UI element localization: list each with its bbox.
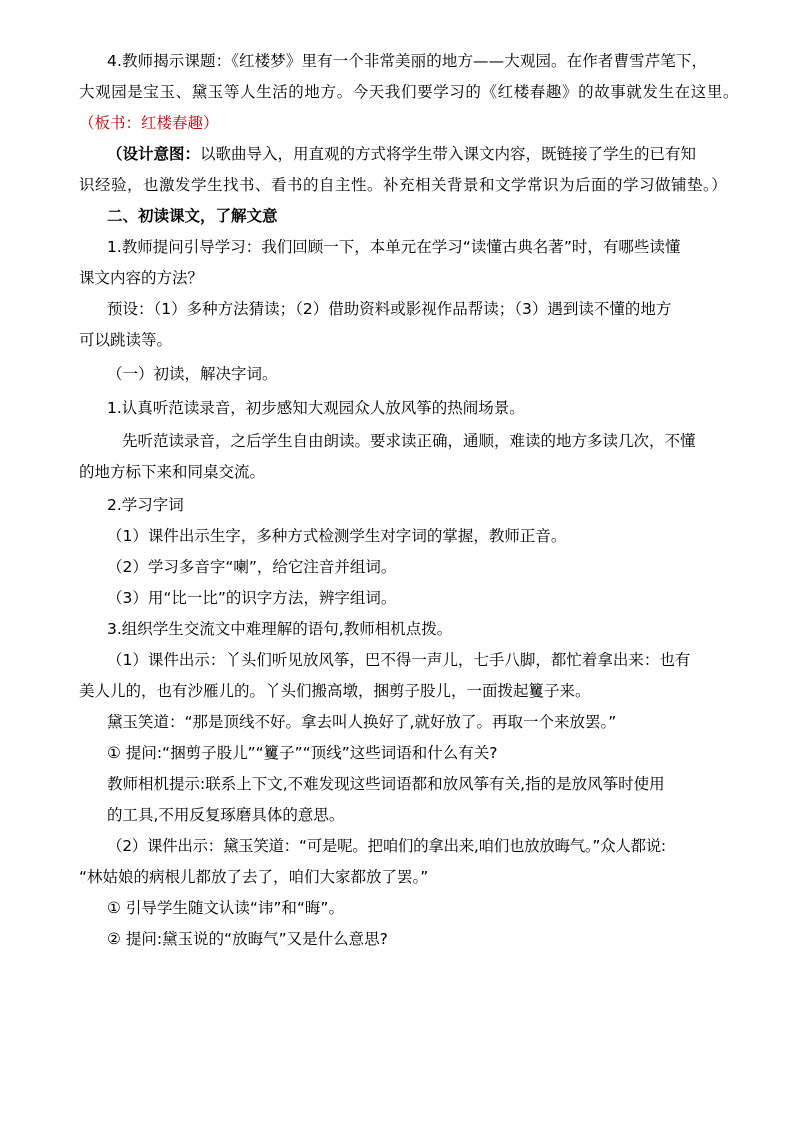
paragraph-line: 先听范读录音，之后学生自由朗读。要求读正确，通顺，难读的地方多读几次，不懂 <box>122 432 696 450</box>
paragraph-line: 大观园是宝玉、黛玉等人生活的地方。今天我们要学习的《红楼春趣》的故事就发生在这里。 <box>79 83 740 101</box>
paragraph-line: “林姑娘的病根儿都放了去了，咱们大家都放了罢。” <box>79 868 429 886</box>
paragraph-line: 识经验，也激发学生找书、看书的自主性。补充相关背景和文学常识为后面的学习做铺垫。） <box>79 176 728 194</box>
design-intent-label: （设计意图： <box>107 145 201 163</box>
paragraph-line: 黛玉笑道：“那是顶线不好。拿去叫人换好了,就好放了。再取一个来放罢。” <box>107 713 617 731</box>
paragraph-line: 4.教师揭示课题：《红楼梦》里有一个非常美丽的地方——大观园。在作者曹雪芹笔下， <box>107 52 708 70</box>
list-item: （3）用“比一比”的识字方法，辨字组词。 <box>107 589 397 607</box>
paragraph-line: 的工具,不用反复琢磨具体的意思。 <box>107 806 345 824</box>
paragraph-line: 美人儿的，也有沙雁儿的。丫头们搬高墩，捆剪子股儿，一面拨起籰子来。 <box>79 682 591 700</box>
paragraph-line: 课文内容的方法？ <box>79 269 204 287</box>
subsection-heading: （一）初读，解决字词。 <box>107 365 278 383</box>
paragraph-line: 预设：（1）多种方法猜读；（2）借助资料或影视作品帮读；（3）遇到读不懂的地方 <box>107 300 672 318</box>
paragraph-line: 的地方标下来和同桌交流。 <box>79 463 266 481</box>
list-item: ① 引导学生随文认读“讳”和“晦”。 <box>107 899 344 917</box>
section-heading: 二、初读课文，了解文意 <box>107 207 278 225</box>
paragraph-line: ① 提问:“捆剪子股儿”“籰子”“顶线”这些词语和什么有关? <box>107 744 498 762</box>
board-note: （板书：红楼春趣） <box>79 114 219 132</box>
paragraph-line: 3.组织学生交流文中难理解的语句,教师相机点拨。 <box>107 620 453 638</box>
list-item: （1）课件出示生字，多种方式检测学生对字词的掌握，教师正音。 <box>107 527 567 545</box>
list-item: ② 提问:黛玉说的“放晦气”又是什么意思? <box>107 930 388 948</box>
paragraph-line: 2.学习字词 <box>107 496 184 514</box>
design-intent-text: 以歌曲导入，用直观的方式将学生带入课文内容，既链接了学生的已有知 <box>200 145 697 163</box>
paragraph-line: （1）课件出示：丫头们听见放风筝，巴不得一声儿，七手八脚，都忙着拿出来：也有 <box>107 651 691 669</box>
paragraph-line: 1.认真听范读录音，初步感知大观园众人放风筝的热闹场景。 <box>107 399 525 417</box>
design-intent-line <box>107 143 696 165</box>
paragraph-line: 可以跳读等。 <box>79 331 173 349</box>
paragraph-line: 教师相机提示:联系上下文,不难发现这些词语都和放风筝有关,指的是放风筝时使用 <box>107 775 665 793</box>
list-item: （2）学习多音字“喇”，给它注音并组词。 <box>107 558 397 576</box>
paragraph-line: （2）课件出示：黛玉笑道：“可是呢。把咱们的拿出来,咱们也放放晦气。”众人都说: <box>107 837 666 855</box>
paragraph-line: 1.教师提问引导学习：我们回顾一下，本单元在学习“读懂古典名著”时，有哪些读懂 <box>107 238 681 256</box>
